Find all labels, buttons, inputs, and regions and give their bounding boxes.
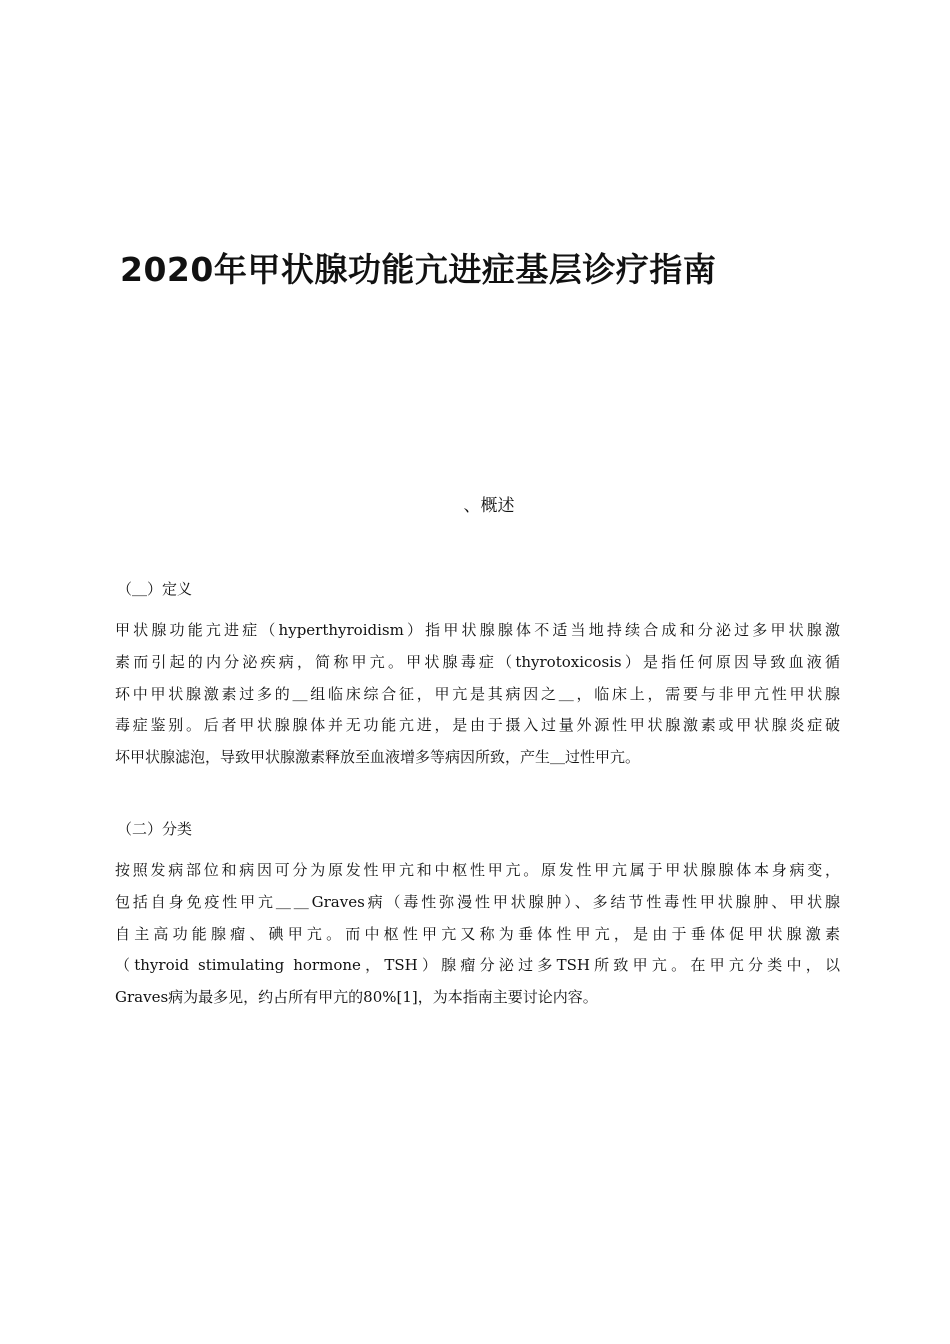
paragraph-line: 甲状腺功能亢进症（hyperthyroidism）指甲状腺腺体不适当地持续合成和分泌过多甲状腺激 [115,621,840,639]
section-heading-overview: 、概述 [463,496,515,516]
paragraph-line: 包括自身免疫性甲亢＿＿Graves病（毒性弥漫性甲状腺肿）、多结节性毒性甲状腺肿、甲状腺 [115,892,840,911]
paragraph-line: 素而引起的内分泌疾病，简称甲亢。甲状腺毒症（thyrotoxicosis）是指任何原因导致血液循 [115,652,840,671]
paragraph-line: 按照发病部位和病因可分为原发性甲亢和中枢性甲亢。原发性甲亢属于甲状腺腺体本身病变， [115,861,840,879]
paragraph-line: Graves病为最多见，约占所有甲亢的80%[1]，为本指南主要讨论内容。 [115,988,598,1007]
paragraph-line: 环中甲状腺激素过多的＿组临床综合征，甲亢是其病因之＿，临床上，需要与非甲亢性甲状腺 [115,684,840,703]
paragraph-line: 自主高功能腺瘤、碘甲亢。而中枢性甲亢又称为垂体性甲亢，是由于垂体促甲状腺激素 [115,924,840,943]
paragraph-line: （thyroid stimulating hormone，TSH）腺瘤分泌过多TSH所致甲亢。在甲亢分类中，以 [115,956,840,975]
subsection-heading-definition: （＿）定义 [117,580,193,598]
paragraph-line: 坏甲状腺滤泡，导致甲状腺激素释放至血液增多等病因所致，产生＿过性甲亢。 [115,748,641,767]
definition-paragraph [115,615,840,774]
document-title: 2020年甲状腺功能亢进症基层诊疗指南 [120,250,717,289]
classification-paragraph [115,855,840,1014]
subsection-heading-classification: （二）分类 [117,820,193,838]
paragraph-line: 毒症鉴别。后者甲状腺腺体并无功能亢进，是由于摄入过量外源性甲状腺激素或甲状腺炎症破 [115,716,840,735]
